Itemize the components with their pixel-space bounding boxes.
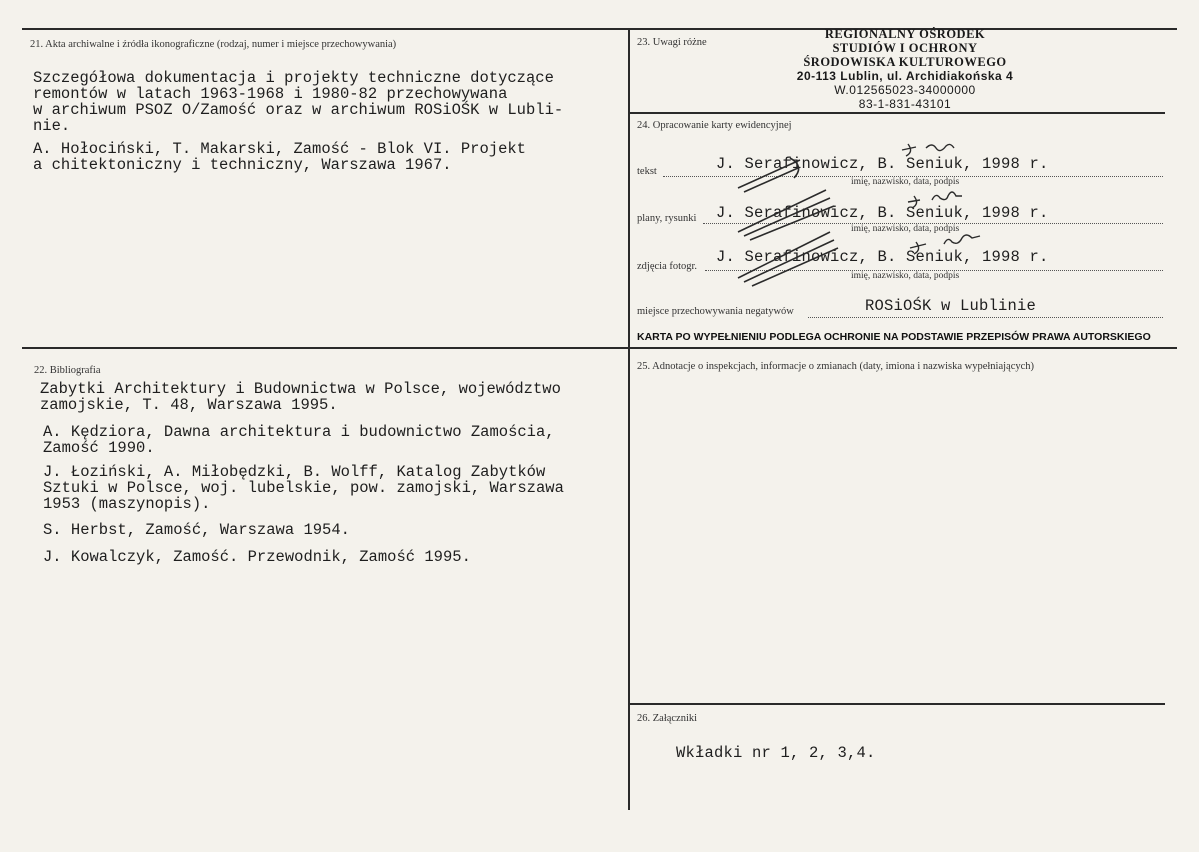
stamp-line: ŚRODOWISKA KULTUROWEGO [803, 55, 1007, 69]
stamp-account: 83-1-831-43101 [858, 97, 952, 111]
row-caption: imię, nazwisko, data, podpis [851, 177, 960, 187]
copyright-notice: KARTA PO WYPEŁNIENIU PODLEGA OCHRONIE NA PODSTAWIE PRZEPISÓW PRAWA AUTORSKIEGO [637, 331, 1151, 343]
bibliography-entry [40, 381, 561, 413]
text-line: nie. [33, 117, 71, 135]
text-line: w archiwum PSOZ O/Zamość oraz w archiwum ROSiOŚK w Lubli- [33, 101, 564, 119]
left-middle-rule [22, 347, 629, 349]
bibliography-entry [43, 549, 471, 565]
bibliography-entry [43, 424, 555, 456]
text-line: zamojskie, T. 48, Warszawa 1995. [40, 396, 338, 414]
text-line: A. Kędziora, Dawna architektura i budownictwo Zamościa, [43, 423, 555, 441]
negatives-value: ROSiOŚK w Lublinie [865, 297, 1037, 315]
section25-label: 25. Adnotacje o inspekcjach, informacje o zmianach (daty, imiona i nazwiska wypełniających) [637, 361, 1035, 372]
section24-top-rule [629, 112, 1165, 114]
stamp-address: 20-113 Lublin, ul. Archidiakońska 4 [796, 69, 1014, 83]
bibliography-entry [43, 522, 350, 538]
section26-top-rule [629, 703, 1165, 705]
section22-label: 22. Bibliografia [34, 365, 101, 376]
text-line: Zamość 1990. [43, 439, 155, 457]
text-line: J. Łoziński, A. Miłobędzki, B. Wolff, Katalog Zabytków [43, 463, 546, 481]
section21-label: 21. Akta archiwalne i źródła ikonograficzne (rodzaj, numer i miejsce przechowywania) [30, 39, 397, 50]
stamp-line: STUDIÓW I OCHRONY [832, 41, 978, 55]
row-value-plans: J. Serafinowicz, B. Seniuk, 1998 r. [716, 204, 1049, 222]
section21-project-reference [33, 141, 526, 173]
text-line: 1953 (maszynopis). [43, 495, 211, 513]
signature-mark [730, 228, 1000, 288]
row-label-text: tekst [637, 166, 657, 177]
text-line: S. Herbst, Zamość, Warszawa 1954. [43, 521, 350, 539]
row-label-photos: zdjęcia fotogr. [637, 261, 698, 272]
row-caption: imię, nazwisko, data, podpis [851, 271, 960, 281]
section23-label: 23. Uwagi różne [637, 37, 707, 48]
section21-archival-note [33, 70, 563, 134]
text-line: J. Kowalczyk, Zamość. Przewodnik, Zamość 1995. [43, 548, 471, 566]
text-line: A. Hołociński, T. Makarski, Zamość - Blok VI. Projekt [33, 140, 526, 158]
text-line: Sztuki w Polsce, woj. lubelskie, pow. zamojski, Warszawa [43, 479, 564, 497]
bibliography-entry [43, 464, 564, 512]
text-line: Szczegółowa dokumentacja i projekty techniczne dotyczące [33, 69, 554, 87]
text-line: Zabytki Architektury i Budownictwa w Polsce, województwo [40, 380, 561, 398]
row-label-plans: plany, rysunki [637, 213, 697, 224]
section24-label: 24. Opracowanie karty ewidencyjnej [637, 120, 792, 131]
row-value-text: J. Serafinowicz, B. Seniuk, 1998 r. [716, 155, 1049, 173]
row-caption: imię, nazwisko, data, podpis [851, 224, 960, 234]
negatives-label: miejsce przechowywania negatywów [637, 306, 794, 317]
text-line: a chitektoniczny i techniczny, Warszawa 1967. [33, 156, 452, 174]
right-middle-rule [629, 347, 1177, 349]
institution-stamp [770, 27, 1040, 111]
stamp-account: W.012565023-34000000 [834, 83, 976, 97]
stamp-line: REGIONALNY OŚRODEK [824, 27, 986, 41]
fill-line [808, 317, 1163, 318]
row-value-photos: J. Serafinowicz, B. Seniuk, 1998 r. [716, 248, 1049, 266]
attachments-value: Wkładki nr 1, 2, 3,4. [676, 744, 876, 762]
center-divider [628, 28, 630, 810]
text-line: remontów w latach 1963-1968 i 1980-82 przechowywana [33, 85, 508, 103]
section26-label: 26. Załączniki [637, 713, 698, 724]
